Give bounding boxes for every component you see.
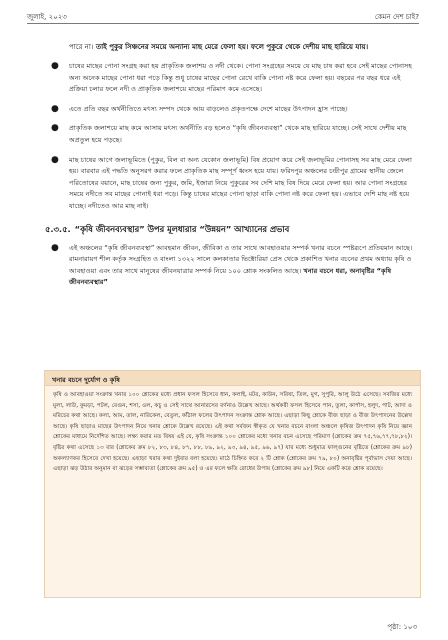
list-item-text: মাছ চাষের আগে জলাভূমিতে (পুকুর, বিল বা অন্য যেকোন জলাভূমি) বিষ প্রয়োগ করে সেই জলাভূমির পোনাসহ সব মাছ মেরে ফেলা হয়। বারবার এই পদ্ধতি অনুসরণ করার ফলে প্রাকৃতিক মাছ সম্পূর্ণ ধ্বংস হয়ে যায়। ফরিদপুর অঞ্চলের চন্দ্রীপুর গ্রামের স্থানীয় জেলে পরিতোষের বয়ানে, মাছ চাষের জন্য পুকুর, জমি, ইজারা নিয়ে পুকুরের সব দেশি মাছ বিষ দিয়ে মেরে ফেলা হয়। আর পোনা সংগ্রহের সময়ে নদীতে সব মাছের পোনাই ধরা পড়ে। কিন্তু চাষের মাছের পোনা ছাড়া বাকি পোনা নষ্ট করে ফেলা হয়। এভাবে দেশি মাছ নষ্ট হয়ে যাচ্ছে। নদীতেও আর মাছ নাই। [69,155,412,210]
list-item [45,61,419,96]
list-item [45,243,419,289]
header-rule [27,23,419,24]
section-title-text: “কৃষি জীবনব্যবস্থার” উপর মূলধারার “উন্নয়ন” আখ্যানের প্রভাব [74,223,290,234]
bullet-list-top [45,61,419,213]
header-date: জুলাই, ২০২৩ [27,13,67,21]
section-heading [45,223,419,235]
list-item-text: এই অঞ্চলের “কৃষি জীবনব্যবস্থা” আবহমান জীবন, জীবিকা ও তার সাথে আবহাওয়ার সম্পর্ক খনার বচনে স্পষ্টরূপে প্রতিয়মান আছে। রামনারায়ণ শীল কর্তৃক সংগ্রহিত ও বাংলা ১৩২২ সালে কলকাতার ভিক্টোরিয়া প্রেস থেকে প্রকাশিত খনার বচনের প্রথম অধ্যায় কৃষি ও আবহাওয়া এবং তার সাথে মানুষের জীবনযাত্রার সম্পর্ক নিয়ে ১০০ শ্লোক সংকলিত আছে। [69,243,413,275]
bullet-icon: ● [51,61,59,71]
list-item [45,123,419,146]
list-item-bold-text: খনার বচনে ধরা, অনাবৃষ্টির “কৃষি জীবনব্যবস্থার” [69,266,392,287]
list-item [45,104,419,116]
page-number: পৃষ্ঠা: ১০৩ [387,623,417,631]
info-box-body: কৃষি ও আবহাওয়া সংক্রান্ত খনার ১০০ শ্লোকের মধ্যে প্রধান ফসল হিসেবে ধান, কলাই, মটর, কাউন, সরিষা, তিল, মুগ, সুপুরি, আলু উঠে এসেছে। সবজির মধ্যে মুলা, লাউ, কুমড়া, পটল, বেগুন, শসা, ওল, কচু ও সেই সাথে আনারসের বর্ণনাও উল্লেখ আছে। অর্থকরী ফসল হিসেবে পান, তুলা, কার্পাস, হলুদ, পাট, আদা ও মরিচের কথা আছে। কলা, আম, তাল, নারিকেল, বেতুল, কাঁঠাল ফলের উৎপাদন সংক্রান্ত শ্লোক আছে। এছাড়া কিছু শ্লোকে বীজ ছাড়া ও বীজ উৎপাদনের উল্লেখ আছে। কৃষি ছাড়াও মাছের উৎপাদন নিয়ে খনার শ্লোকে উল্লেখ রয়েছে। এই কথা সর্বজন স্বীকৃত যে খনার বচনে বাংলা অঞ্চলে কৃষিজ উৎপাদন কৃষি নিয়ে জ্ঞান শ্লোকের মাধ্যমে নির্দেশিত আছে। লক্ষ্য করার মত বিষয় এই যে, কৃষি সংক্রান্ত ১০০ শ্লোকের মধ্যে খনার বচন এসেছে পরিমাণ (শ্লোকের ক্রম ৭৫,৭৬,৭৭,৭৮,৮২)। বৃষ্টির কথা এসেছে ১৩ বার (শ্লোকের ক্রম ৮২, ৮৩, ৮৪, ৮৭, ৮৮, ৮৯, ৯২, ৯৩, ৯৪, ৯৫, ৯৬, ৯৭) যার মধ্যে শুধুমাত্র ফাল্গুনের বৃষ্টিতে (শ্লোকের ক্রম ৯৮) অকল্যাণকর হিসেবে দেখা হয়েছে। এছাড়া খরার কথা দুইবার বলা হয়েছে। মাঠে চিহ্নিত করে ২ টি শ্লোক (শ্লোকের ক্রম ৭৯, ৮০) অনাবৃষ্টির পূর্বাভাস দেয়া আছে। এছাড়া ঝড় উঠার অনুমান বা ঝড়ের সম্ভাব্যতা (শ্লোকের ক্রম ৯৫) ও এর ফলে ক্ষতি রোধের উপায় (শ্লোকের ক্রম ৯৮) নিয়ে একটি করে শ্লোক রয়েছে। [53,392,412,473]
bullet-list-section [45,243,419,289]
bullet-icon: ● [51,123,59,134]
list-item-text: চাষের মাছের পোনা সংগ্রহ করা হয় প্রাকৃতিক জলাশয় ও নদী থেকে। পোনা সংগ্রহের সময়ে যে মাছ চাষ করা হবে সেই মাছের পোনাসহ অন্য অনেক মাছের পোনা ধরা পড়ে কিন্তু শুধু চাষের মাছের পোনা রেখে বাকি পোনা নষ্ট করে ফেলা হয়। বছরের পর বছর ধরে এই প্রক্রিয়া চলার ফলে নদী ও প্রাকৃতিক জলাশয়ে মাছের পরিমাণ কমে এসেছে। [69,62,412,94]
info-box-title: খনার বচনে দুর্যোগ ও কৃষি [45,371,420,386]
section-number: ৫.৩.৫. [45,223,71,234]
intro-paragraph [45,41,419,53]
page-header [0,0,448,26]
list-item [45,155,419,213]
header-title: কেমন দেশ চাই? [374,13,419,21]
intro-bold-text: তাই পুকুর সিঞ্চনের সময়ে অন্যান্য মাছ মেরে ফেলা হয়। ফলে পুকুরে থেকে দেশীয় মাছ হারিয়ে যায়। [93,43,369,51]
main-content [45,41,419,297]
intro-text: পারে না। [69,43,94,51]
list-item-text: প্রাকৃতিক জলাশয়ে মাছ কমে আসায় মৎস্য অর্থনীতি বড় হলেও “কৃষি জীবনব্যবস্থা” থেকে মাছ হারিয়ে যাচ্ছে। সেই সাথে দেশীয় মাছ অপ্রতুল হয়ে পড়ছে। [69,124,407,144]
bullet-icon: ● [51,103,59,114]
info-box [44,370,421,598]
bullet-icon: ● [51,242,59,253]
bullet-icon: ● [51,154,59,165]
list-item-text: এতে প্রতি বছর অর্থনীতিতে মৎস্য সম্পদ থেকে আয় বাড়লেও প্রকৃতপক্ষে দেশে মাছের উৎপাদন হ্রাস পাচ্ছে। [69,104,348,113]
